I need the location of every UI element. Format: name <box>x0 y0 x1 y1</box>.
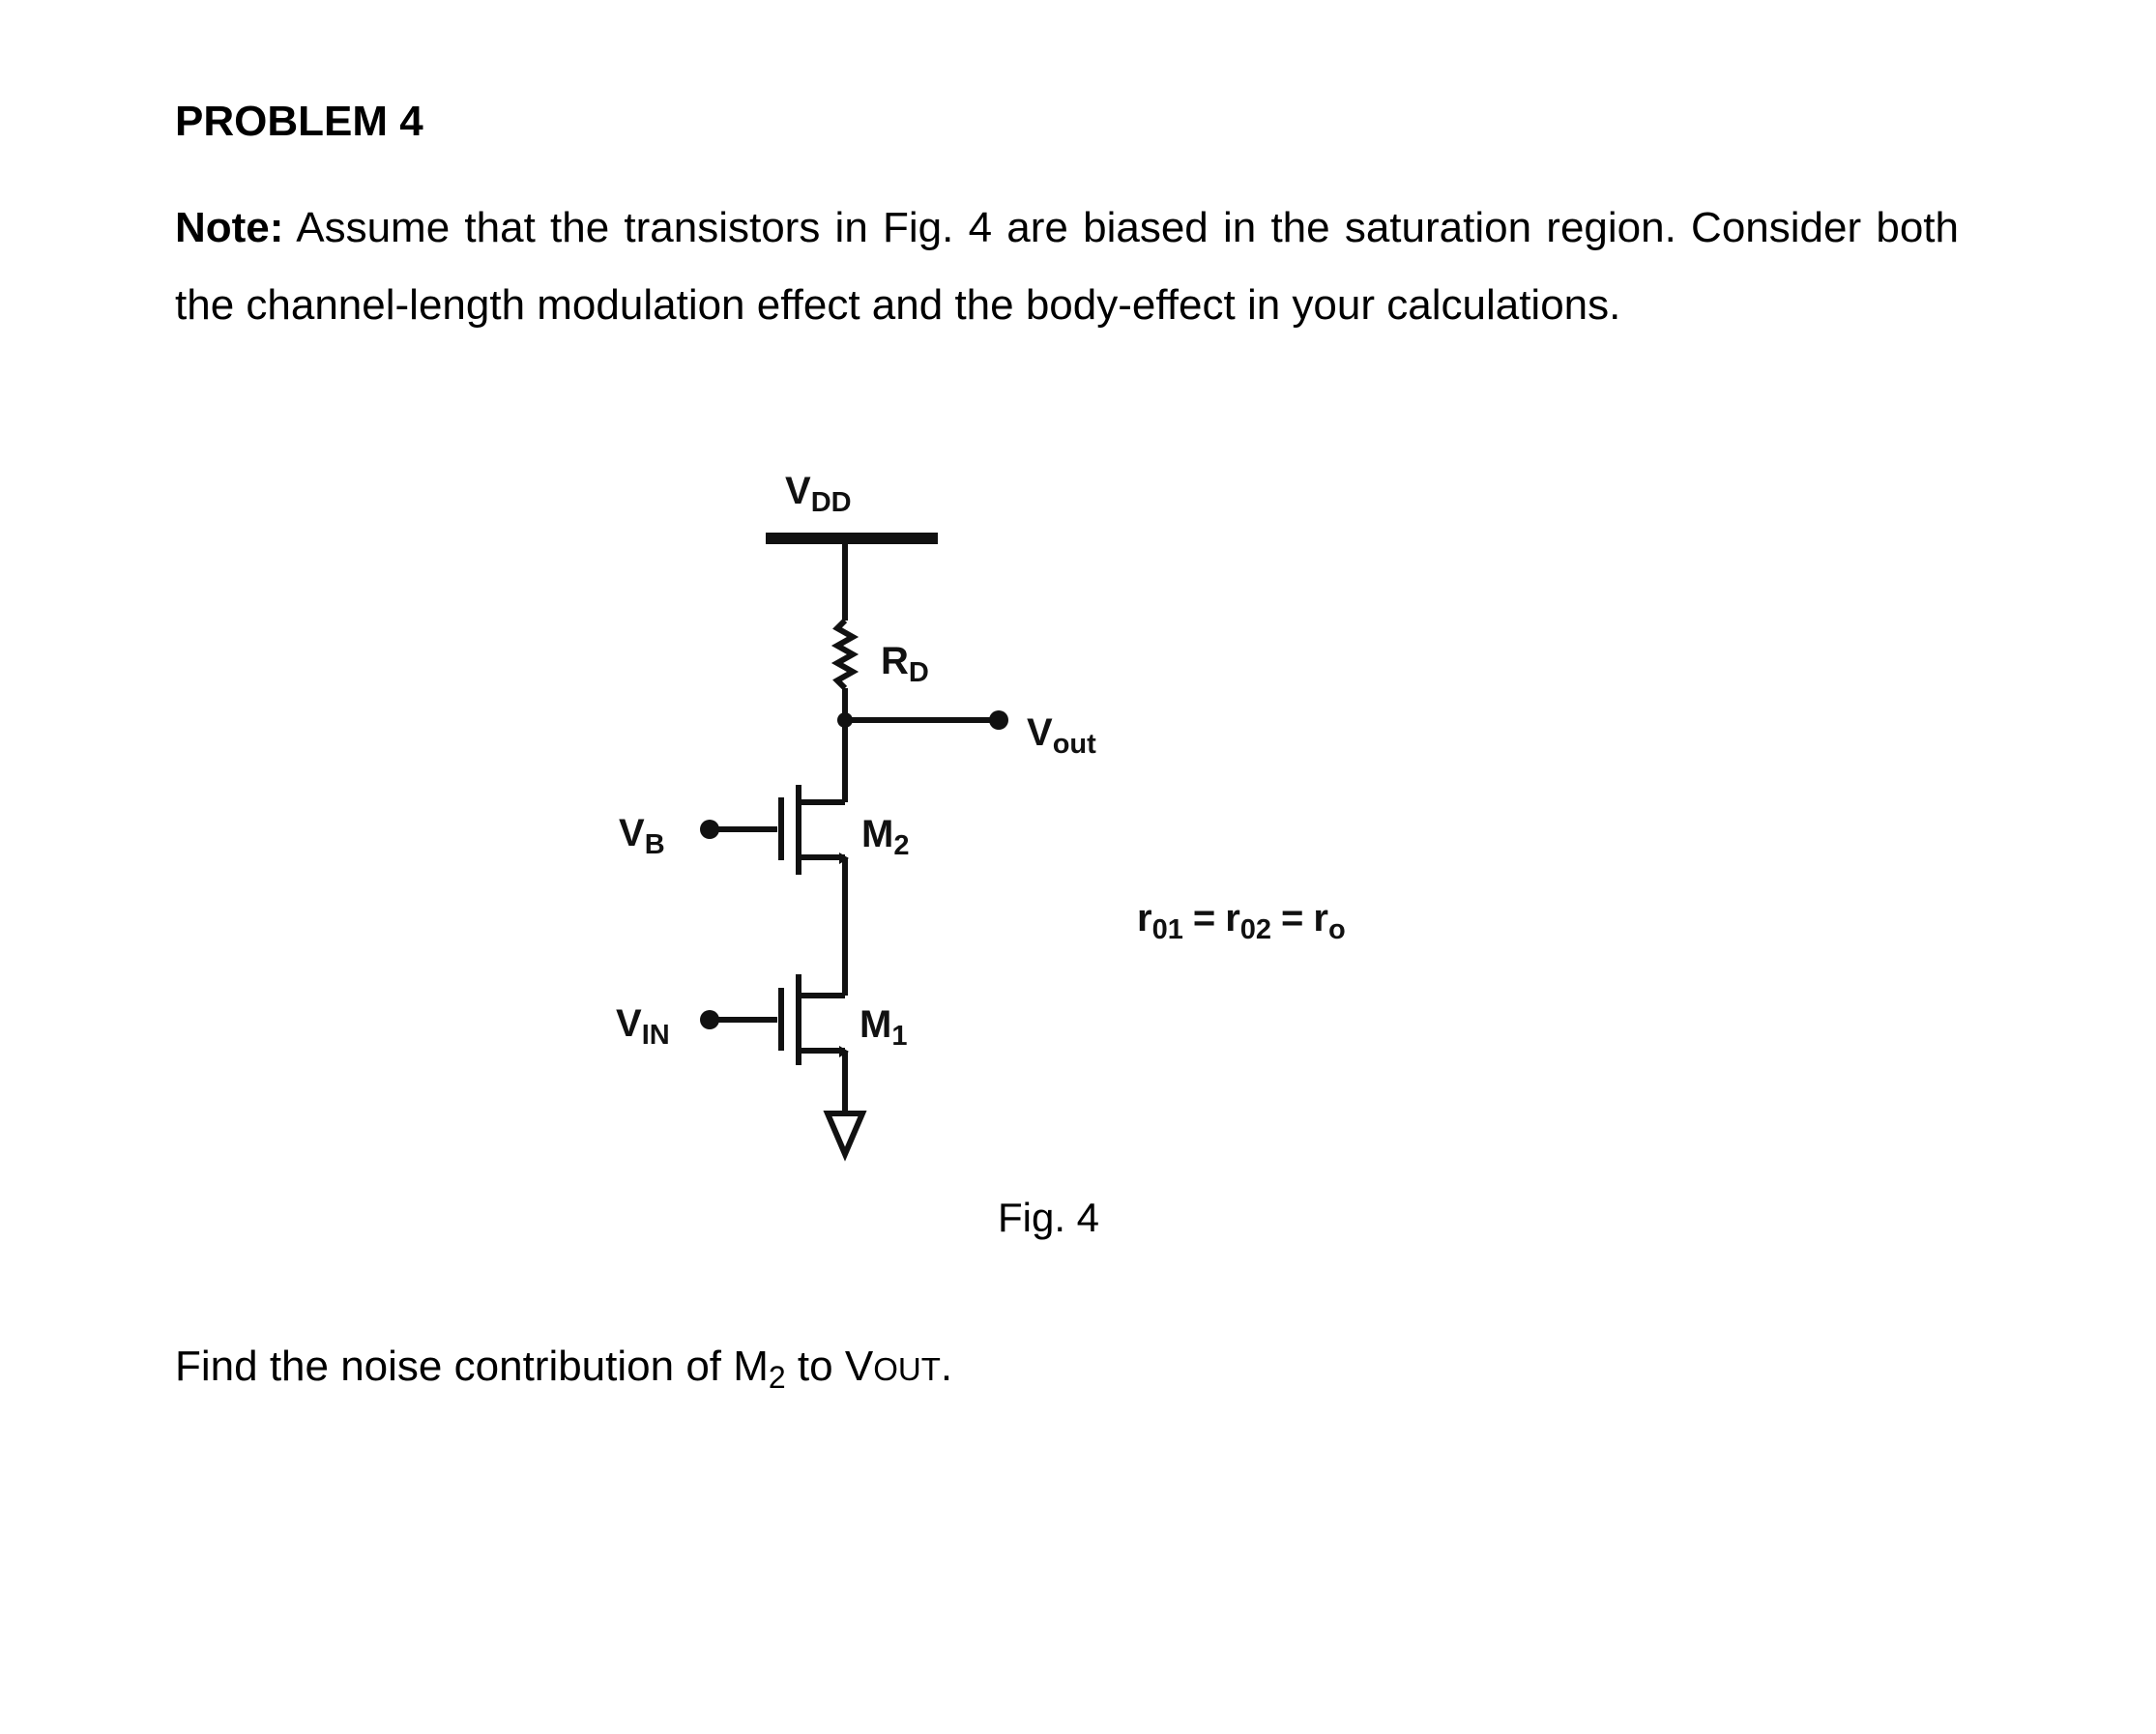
ground-symbol <box>828 1113 862 1154</box>
label-m2: $M_2$ <box>861 813 910 861</box>
label-vout: $V_{out}$ <box>1027 711 1096 760</box>
note-text: Assume that the transistors in Fig. 4 are biased in the saturation region. Consider both the channel-length modulation effect and the body-effect in your calculations. <box>175 204 1959 329</box>
resistor-rd <box>837 621 853 688</box>
label-vdd: $V_{DD}$ <box>785 470 852 518</box>
label-rd: $R_D$ <box>881 640 929 688</box>
label-m1: $M_1$ <box>859 1003 908 1052</box>
figure-caption: Fig. 4 <box>998 1195 1100 1240</box>
question-v-subscript: OUT <box>873 1351 941 1387</box>
label-output-resistance-relation: $r_{01} = r_{02} = r_o$ <box>1137 897 1346 945</box>
node-output <box>837 712 853 728</box>
vb-terminal <box>700 820 719 839</box>
label-vin: $V_{IN}$ <box>616 1002 670 1051</box>
problem-heading: PROBLEM 4 <box>175 98 423 145</box>
label-vb: $V_B$ <box>619 812 665 860</box>
vout-terminal <box>989 710 1008 730</box>
transistor-m2 <box>710 785 845 875</box>
vin-terminal <box>700 1010 719 1029</box>
question-m-subscript: 2 <box>768 1360 786 1395</box>
question-text: Find the noise contribution of M2 to VOUT. <box>175 1343 953 1395</box>
note-label: Note: <box>175 204 284 251</box>
transistor-m1 <box>710 974 845 1065</box>
